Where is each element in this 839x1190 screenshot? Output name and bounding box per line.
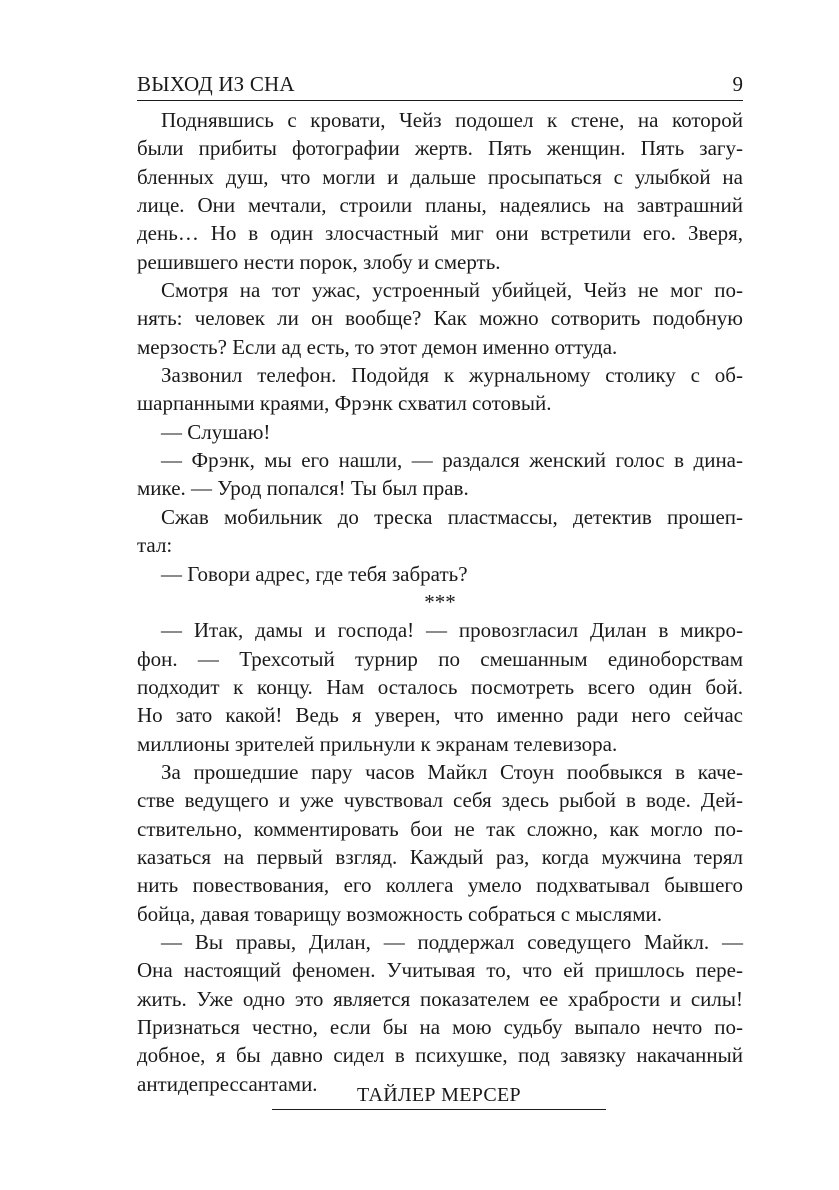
text-line: Но зато какой! Ведь я уверен, что именно ради него сейчас [137,703,743,728]
text-line: нять: человек ли он вообще? Как можно сотворить подобную [137,306,743,331]
text-line: добное, я бы давно сидел в психушке, под завязку накачанный [137,1043,743,1068]
text-line: шарпанными краями, Фрэнк схватил сотовый. [137,391,552,416]
text-line: — Слушаю! [161,419,271,444]
text-line: Смотря на тот ужас, устроенный убийцей, Чейз не мог по- [161,278,743,303]
text-line: Зазвонил телефон. Подойдя к журнальному столику с об- [161,363,743,388]
text-line: Признаться честно, если бы на мою судьбу выпало нечто по- [137,1015,743,1039]
text-line: тал: [137,533,173,558]
author-name: ТАЙЛЕР МЕРСЕР [357,1084,521,1106]
text-line: — Итак, дамы и господа! — провозгласил Дилан в микро- [161,618,743,643]
text-line: антидепрессантами. [137,1071,318,1096]
text-line: бленных душ, что могли и дальше просыпаться с улыбкой на [137,164,743,189]
running-title: ВЫХОД ИЗ СНА [137,72,295,96]
text-line: мике. — Урод попался! Ты был прав. [137,476,469,501]
text-line: стве ведущего и уже чувствовал себя здесь рыбой в воде. Дей- [137,788,743,813]
page-number: 9 [732,72,743,96]
text-line: Поднявшись с кровати, Чейз подошел к стене, на которой [161,108,743,132]
text-line: миллионы зрителей прильнули к экранам телевизора. [137,731,618,756]
page-footer [272,1083,606,1110]
text-line: нить повествования, его коллега умело подхватывал бывшего [137,873,743,898]
text-line: жить. Уже одно это является показателем ее храбрости и силы! [137,986,743,1011]
text-line: — Говори адрес, где тебя забрать? [161,561,468,586]
text-line: — Вы правы, Дилан, — поддержал соведущего Майкл. — [161,929,743,954]
text-line: Она настоящий феномен. Учитывая то, что ей пришлось пере- [137,958,743,983]
section-break: *** [424,589,456,614]
body-text [137,106,743,1098]
text-line: фон. — Трехсотый турнир по смешанным единоборствам [137,646,743,671]
text-line: Сжав мобильник до треска пластмассы, детектив прошеп- [161,504,743,529]
text-line: решившего нести порок, злобу и смерть. [137,249,501,274]
text-line: казаться на первый взгляд. Каждый раз, когда мужчина терял [137,844,743,869]
text-line: За прошедшие пару часов Майкл Стоун пообвыкся в каче- [161,759,743,784]
running-header [137,70,743,101]
text-line: были прибиты фотографии жертв. Пять женщин. Пять загу- [137,136,743,161]
text-line: — Фрэнк, мы его нашли, — раздался женский голос в дина- [161,448,743,473]
text-line: лице. Они мечтали, строили планы, надеялись на завтрашний [137,193,743,218]
text-line: бойца, давая товарищу возможность собраться с мыслями. [137,901,662,926]
text-line: мерзость? Если ад есть, то этот демон именно оттуда. [137,334,618,359]
text-line: день… Но в один злосчастный миг они встретили его. Зверя, [137,221,743,246]
text-line: подходит к концу. Нам осталось посмотреть всего один бой. [137,674,743,699]
text-line: ствительно, комментировать бои не так сложно, как могло по- [137,816,743,841]
